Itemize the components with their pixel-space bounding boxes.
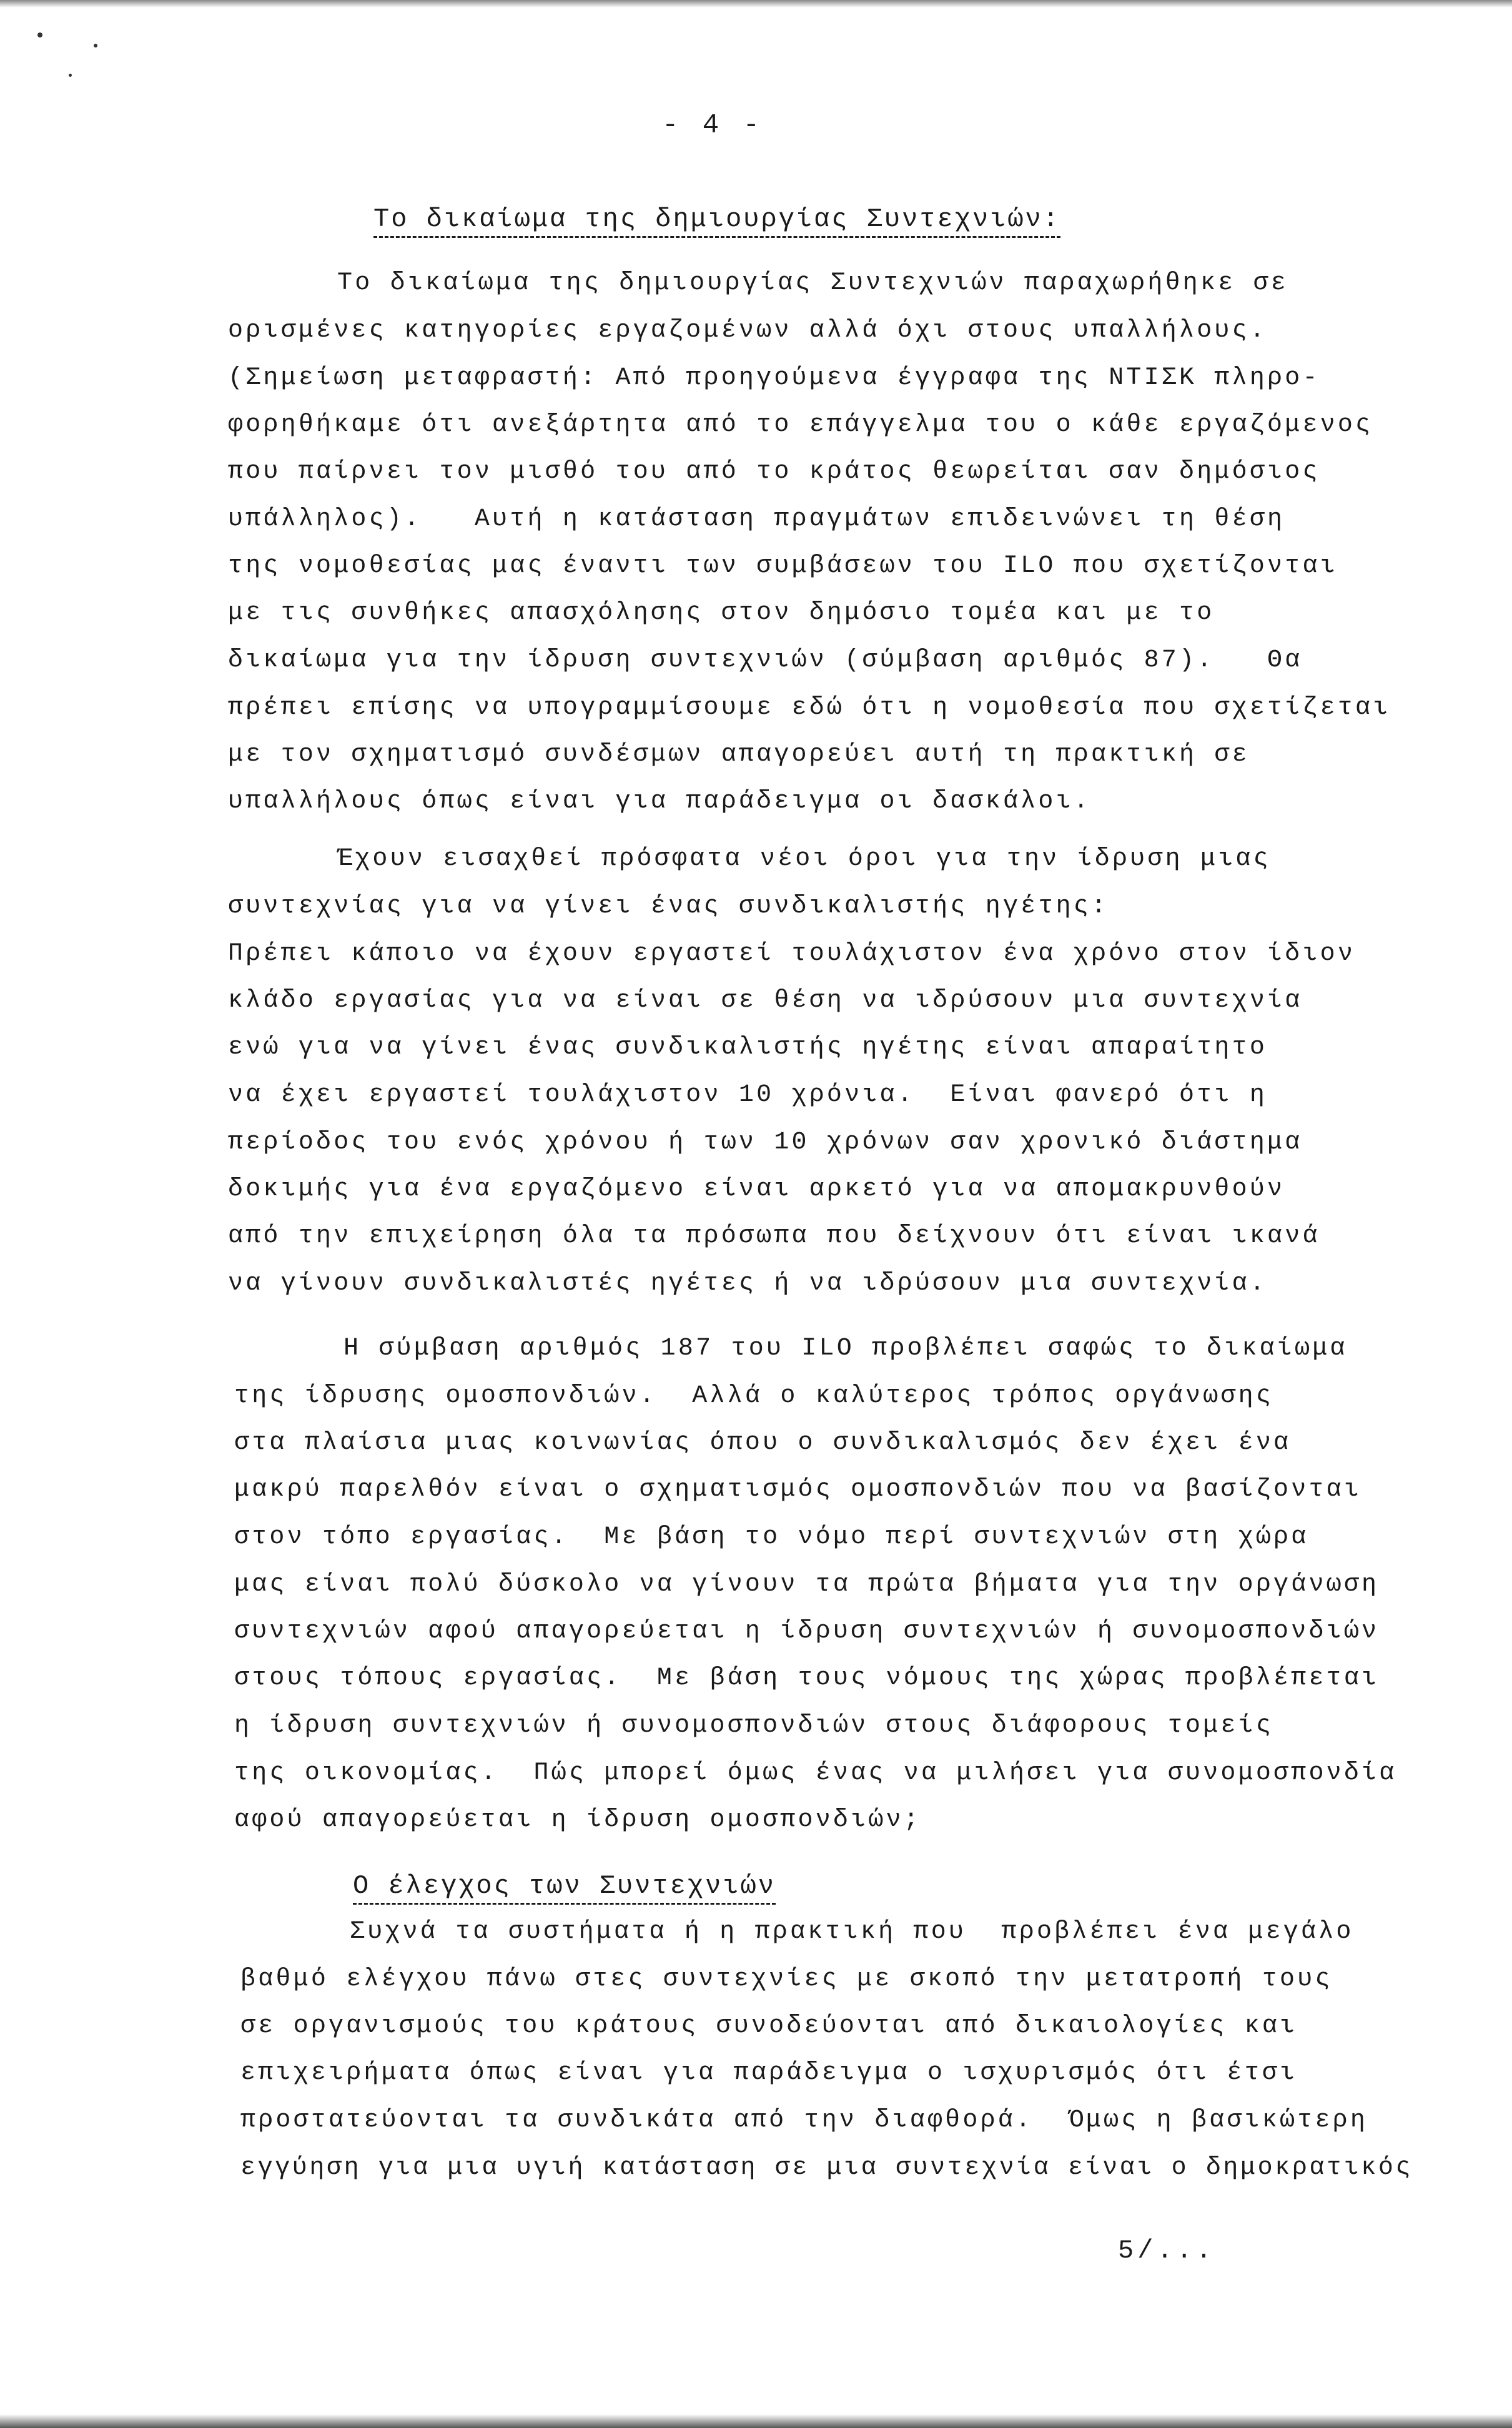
scan-edge-top	[0, 0, 1512, 7]
paragraph-line: αφού απαγορεύεται η ίδρυση ομοσπονδιών;	[234, 1806, 921, 1834]
paragraph-line: προστατεύονται τα συνδικάτα από την διαφθορά. Όμως η βασικώτερη	[240, 2106, 1368, 2134]
scan-edge-bottom	[0, 2414, 1512, 2428]
paragraph-line: συντεχνίας για να γίνει ένας συνδικαλιστής ηγέτης:	[228, 892, 1109, 920]
paragraph-line: στον τόπο εργασίας. Με βάση το νόμο περί συντεχνιών στη χώρα	[234, 1523, 1309, 1551]
section-heading-union-control: Ο έλεγχος των Συντεχνιών	[353, 1870, 776, 1905]
paragraph-line: εγγύηση για μια υγιή κατάσταση σε μια συντεχνία είναι ο δημοκρατικός	[240, 2154, 1413, 2182]
paragraph-line: ενώ για να γίνει ένας συνδικαλιστής ηγέτης είναι απαραίτητο	[228, 1034, 1268, 1062]
paragraph-line: της ίδρυσης ομοσπονδιών. Αλλά ο καλύτερος τρόπος οργάνωσης	[234, 1382, 1274, 1410]
scan-speck	[94, 44, 97, 47]
paragraph-line: από την επιχείρηση όλα τα πρόσωπα που δείχνουν ότι είναι ικανά	[228, 1222, 1320, 1250]
paragraph-line: μακρύ παρελθόν είναι ο σχηματισμός ομοσπονδιών που να βασίζονται	[234, 1476, 1362, 1504]
paragraph-line: σε οργανισμούς του κράτους συνοδεύονται από δικαιολογίες και	[240, 2012, 1298, 2040]
paragraph-line: μας είναι πολύ δύσκολο να γίνουν τα πρώτα βήματα για την οργάνωση	[234, 1571, 1380, 1599]
paragraph-line: πρέπει επίσης να υπογραμμίσουμε εδώ ότι η νομοθεσία που σχετίζεται	[228, 694, 1391, 722]
paragraph-line: Πρέπει κάποιο να έχουν εργαστεί τουλάχιστον ένα χρόνο στον ίδιον	[228, 940, 1356, 968]
paragraph-line: (Σημείωση μεταφραστή: Από προηγούμενα έγγραφα της ΝΤΙΣΚ πληρο-	[228, 364, 1320, 392]
paragraph-line: επιχειρήματα όπως είναι για παράδειγμα ο ισχυρισμός ότι έτσι	[240, 2059, 1298, 2087]
section-heading-right-to-unionize: Το δικαίωμα της δημιουργίας Συντεχνιών:	[373, 204, 1060, 238]
paragraph-line: της οικονομίας. Πώς μπορεί όμως ένας να μιλήσει για συνομοσπονδία	[234, 1759, 1397, 1787]
paragraph-line: δικαίωμα για την ίδρυση συντεχνιών (σύμβαση αριθμός 87). Θα	[228, 646, 1303, 674]
paragraph-line: να γίνουν συνδικαλιστές ηγέτες ή να ιδρύσουν μια συντεχνία.	[228, 1270, 1268, 1298]
paragraph-line: που παίρνει τον μισθό του από το κράτος θεωρείται σαν δημόσιος	[228, 458, 1320, 486]
continued-page-marker: 5/...	[1118, 2236, 1216, 2266]
scan-speck	[37, 32, 42, 37]
paragraph-line: η ίδρυση συντεχνιών ή συνομοσπονδιών στους διάφορους τομείς	[234, 1712, 1274, 1740]
page-number: - 4 -	[662, 110, 764, 141]
paragraph-line: κλάδο εργασίας για να είναι σε θέση να ιδρύσουν μια συντεχνία	[228, 987, 1303, 1015]
paragraph-line: φορηθήκαμε ότι ανεξάρτητα από το επάγγελμα του ο κάθε εργαζόμενος	[228, 411, 1373, 439]
scan-speck	[69, 74, 72, 77]
paragraph-line: Το δικαίωμα της δημιουργίας Συντεχνιών παραχωρήθηκε σε	[337, 269, 1289, 297]
paragraph-line: με τον σχηματισμό συνδέσμων απαγορεύει αυτή τη πρακτική σε	[228, 741, 1250, 769]
paragraph-line: υπαλλήλους όπως είναι για παράδειγμα οι δασκάλοι.	[228, 787, 1091, 816]
paragraph-line: στους τόπους εργασίας. Με βάση τους νόμους της χώρας προβλέπεται	[234, 1664, 1380, 1692]
paragraph-line: δοκιμής για ένα εργαζόμενο είναι αρκετό για να απομακρυνθούν	[228, 1175, 1285, 1203]
paragraph-line: με τις συνθήκες απασχόλησης στον δημόσιο τομέα και με το	[228, 599, 1215, 627]
paragraph-line: υπάλληλος). Αυτή η κατάσταση πραγμάτων επιδεινώνει τη θέση	[228, 505, 1285, 533]
paragraph-line: της νομοθεσίας μας έναντι των συμβάσεων του ILO που σχετίζονται	[228, 552, 1338, 580]
paragraph-line: Έχουν εισαχθεί πρόσφατα νέοι όροι για την ίδρυση μιας	[337, 845, 1271, 873]
paragraph-line: ορισμένες κατηγορίες εργαζομένων αλλά όχι στους υπαλλήλους.	[228, 317, 1268, 345]
paragraph-line: περίοδος του ενός χρόνου ή των 10 χρόνων σαν χρονικό διάστημα	[228, 1128, 1303, 1157]
paragraph-line: να έχει εργαστεί τουλάχιστον 10 χρόνια. Είναι φανερό ότι η	[228, 1081, 1268, 1109]
paragraph-line: συντεχνιών αφού απαγορεύεται η ίδρυση συντεχνιών ή συνομοσπονδιών	[234, 1617, 1380, 1646]
paragraph-line: στα πλαίσια μιας κοινωνίας όπου ο συνδικαλισμός δεν έχει ένα	[234, 1429, 1292, 1457]
paragraph-line: βαθμό ελέγχου πάνω στες συντεχνίες με σκοπό την μετατροπή τους	[240, 1965, 1333, 1993]
paragraph-line: Συχνά τα συστήματα ή η πρακτική που προβλέπει ένα μεγάλο	[350, 1918, 1354, 1946]
paragraph-line: Η σύμβαση αριθμός 187 του ILO προβλέπει σαφώς το δικαίωμα	[343, 1335, 1348, 1363]
